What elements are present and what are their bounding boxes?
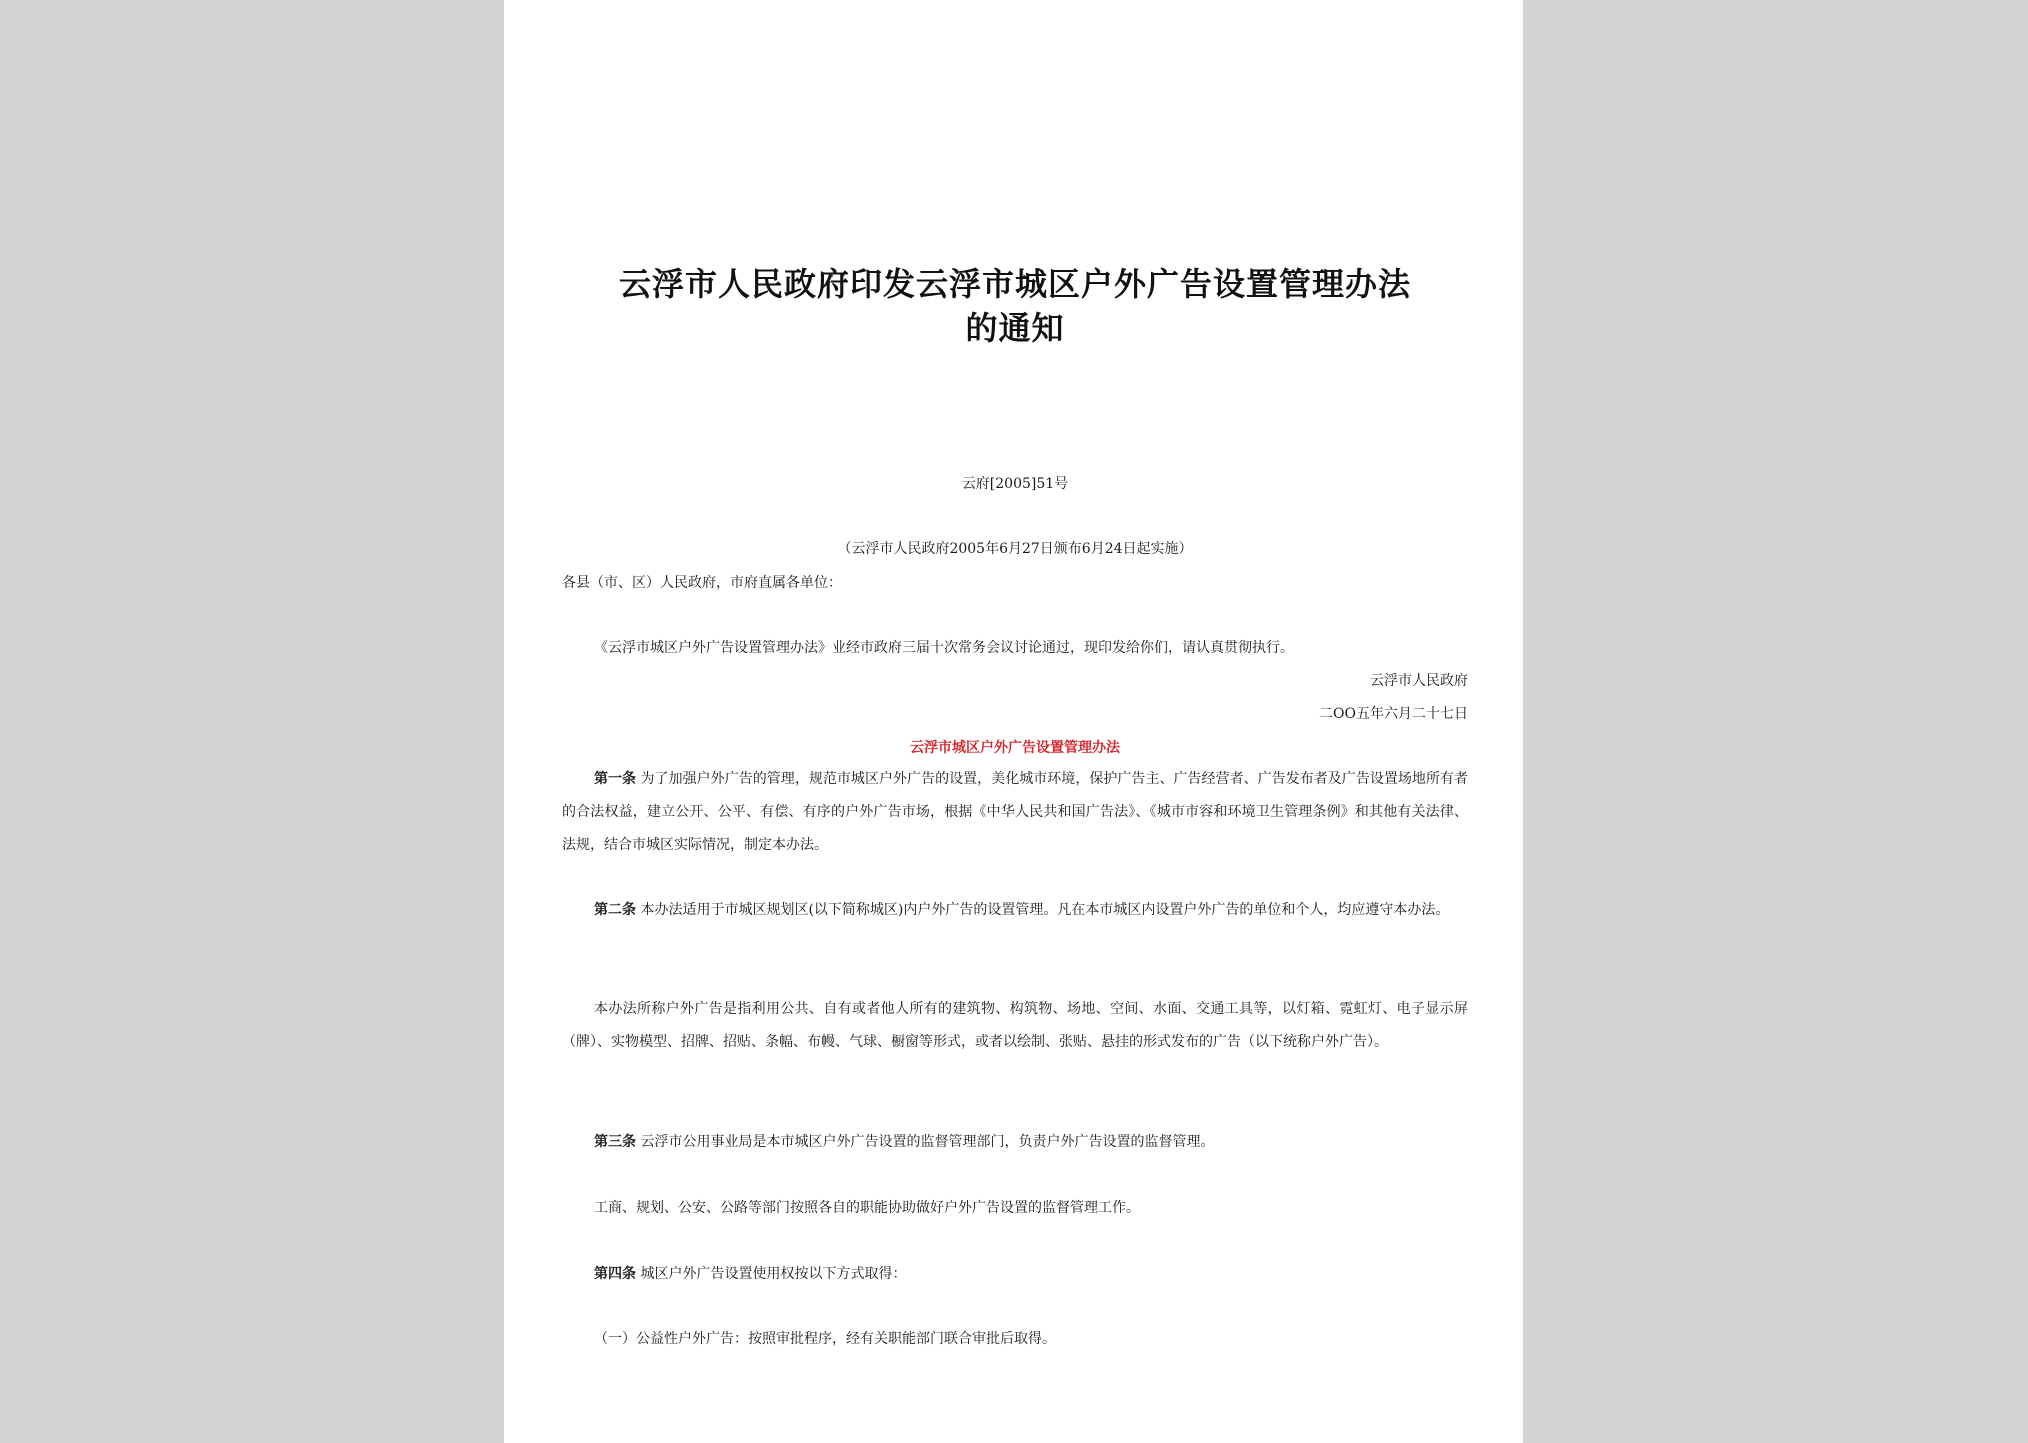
article-3-text: 云浮市公用事业局是本市城区户外广告设置的监督管理部门，负责户外广告设置的监督管理。: [636, 1134, 1215, 1150]
article-1: [562, 763, 1468, 862]
article-2: [562, 894, 1468, 927]
notice-body: 《云浮市城区户外广告设置管理办法》业经市政府三届十次常务会议讨论通过，现印发给你们，请认真贯彻执行。: [594, 640, 1294, 656]
issue-note: （云浮市人民政府2005年6月27日颁布6月24日起实施）: [837, 541, 1193, 557]
issuer-signature: 云浮市人民政府: [1370, 673, 1468, 689]
title-line-1: 云浮市人民政府印发云浮市城区户外广告设置管理办法: [618, 265, 1411, 303]
document-content: [562, 0, 1468, 1443]
article-2-label: 第二条: [594, 902, 636, 918]
article-2-paragraph-2: [562, 993, 1468, 1059]
article-4-label: 第四条: [594, 1266, 636, 1282]
article-4: [562, 1258, 1468, 1291]
article-4-text: 城区户外广告设置使用权按以下方式取得：: [636, 1266, 907, 1282]
article-3-paragraph-2-text: 工商、规划、公安、公路等部门按照各自的职能协助做好户外广告设置的监督管理工作。: [594, 1200, 1140, 1216]
article-1-label: 第一条: [594, 771, 637, 787]
addressee: 各县（市、区）人民政府，市府直属各单位：: [562, 575, 842, 591]
document-page: [504, 0, 1523, 1443]
article-4-item-1-text: （一）公益性户外广告：按照审批程序，经有关职能部门联合审批后取得。: [594, 1331, 1056, 1347]
law-title: 云浮市城区户外广告设置管理办法: [910, 740, 1120, 756]
article-3-label: 第三条: [594, 1134, 636, 1150]
article-2-paragraph-2-text: 本办法所称户外广告是指利用公共、自有或者他人所有的建筑物、构筑物、场地、空间、水面、交通工具等，以灯箱、霓虹灯、电子显示屏（牌）、实物模型、招牌、招贴、条幅、布幔、气球、橱窗等形式，或者以绘制、张贴、悬挂的形式发布的广告（以下统称户外广告）。: [562, 1001, 1468, 1050]
article-3: [562, 1126, 1468, 1159]
article-3-paragraph-2: [562, 1192, 1468, 1225]
article-1-text: 为了加强户外广告的管理，规范市城区户外广告的设置，美化城市环境，保护广告主、广告经营者、广告发布者及广告设置场地所有者的合法权益，建立公开、公平、有偿、有序的户外广告市场，根据《中华人民共和国广告法》、《城市市容和环境卫生管理条例》和其他有关法律、法规，结合市城区实际情况，制定本办法。: [562, 771, 1468, 853]
title-line-2: 的通知: [965, 309, 1065, 347]
article-2-text: 本办法适用于市城区规划区(以下简称城区)内户外广告的设置管理。凡在本市城区内设置户外广告的单位和个人，均应遵守本办法。: [636, 902, 1450, 918]
document-title: [562, 262, 1468, 350]
law-title-wrap: [562, 737, 1468, 757]
article-4-item-1: [562, 1323, 1468, 1356]
document-number: 云府[2005]51号: [961, 476, 1069, 492]
issue-date: 二OO五年六月二十七日: [1319, 706, 1468, 722]
